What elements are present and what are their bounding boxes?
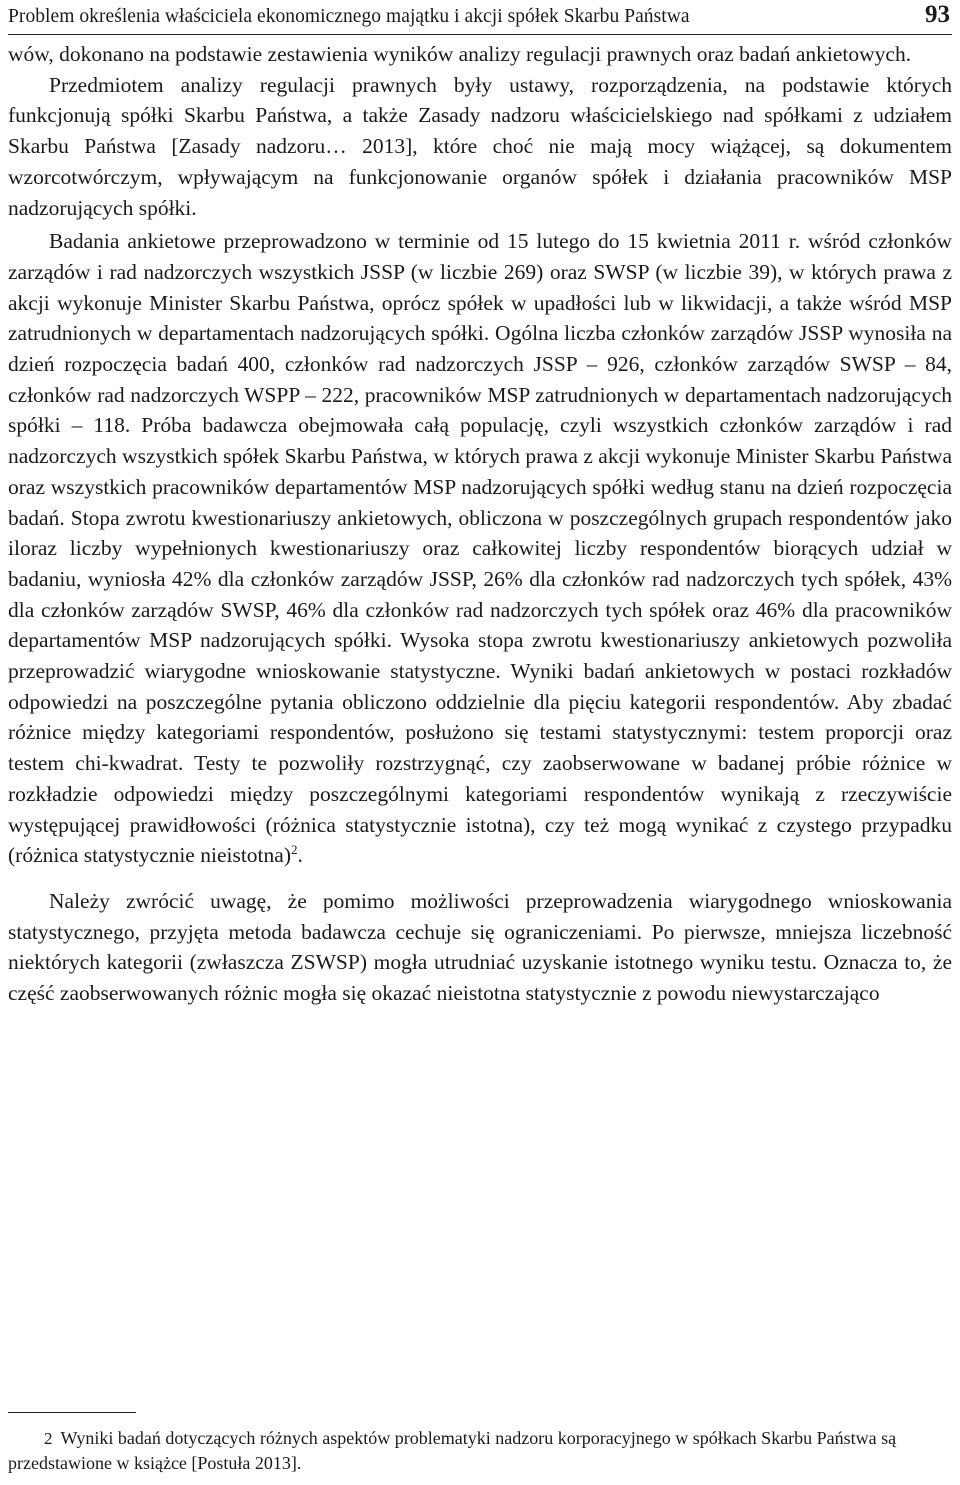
- paragraph-legal-analysis: Przedmiotem analizy regulacji prawnych były ustawy, rozporządzenia, na podstawie których funkcjonują spółki Skarbu Państwa, a także Zasady nadzoru właścicielskiego nad spółkami z udziałem Skarbu Państwa [Zasady nadzoru… 2013], które choć nie mają mocy wiążącej, są dokumentem wzorcotwórczym, wpływającym na funkcjonowanie organów spółek i działania pracowników MSP nadzorujących spółki.: [8, 72, 952, 220]
- footnote-reference: 2: [290, 842, 298, 858]
- footnote-text: Wyniki badań dotyczących różnych aspektów problematyki nadzoru korporacyjnego w spółkach Skarbu Państwa są przedstawione w książce [Postuła 2013].: [8, 1428, 897, 1473]
- running-header: [8, 0, 952, 35]
- body-text: [8, 39, 952, 1009]
- footnote-divider: [8, 1412, 136, 1413]
- running-title: Problem określenia właściciela ekonomicznego majątku i akcji spółek Skarbu Państwa: [8, 6, 690, 27]
- survey-research-end: .: [297, 843, 303, 868]
- footnote-number: 2: [44, 1429, 53, 1448]
- footnote: [8, 1426, 952, 1476]
- page-number: 93: [925, 1, 950, 28]
- paragraph-continued: wów, dokonano na podstawie zestawienia wyników analizy regulacji prawnych oraz badań ankietowych.: [8, 42, 912, 66]
- survey-research-text: Badania ankietowe przeprowadzono w terminie od 15 lutego do 15 kwietnia 2011 r. wśród członków zarządów i rad nadzorczych wszystkich JSSP (w liczbie 269) oraz SWSP (w liczbie 39), w których prawa z akcji wykonuje Minister Skarbu Państwa, oprócz spółek w upadłości lub w likwidacji, a także wśród MSP zatrudnionych w departamentach nadzorujących spółki. Ogólna liczba członków zarządów JSSP wynosiła na dzień rozpoczęcia badań 400, członków rad nadzorczych JSSP – 926, członków zarządów SWSP – 84, członków rad nadzorczych WSPP – 222, pracowników MSP zatrudnionych w departamentach nadzorujących spółki – 118. Próba badawcza obejmowała całą populację, czyli wszystkich członków zarządów i rad nadzorczych wszystkich spółek Skarbu Państwa, w których prawa z akcji wykonuje Minister Skarbu Państwa oraz wszystkich pracowników departamentów MSP nadzorujących spółki według stanu na dzień rozpoczęcia badań. Stopa zwrotu kwestionariuszy ankietowych, obliczona w poszczególnych grupach respondentów jako iloraz liczby wypełnionych kwestionariuszy oraz całkowitej liczby respondentów biorących udział w badaniu, wyniosła 42% dla członków zarządów JSSP, 26% dla członków rad nadzorczych tych spółek, 43% dla członków zarządów SWSP, 46% dla członków rad nadzorczych tych spółek oraz 46% dla pracowników departamentów MSP nadzorujących spółki. Wysoka stopa zwrotu kwestionariuszy ankietowych pozwoliła przeprowadzić wiarygodne wnioskowanie statystyczne. Wyniki badań ankietowych w postaci rozkładów odpowiedzi na poszczególne pytania obliczono oddzielnie dla pięciu kategorii respondentów. Aby zbadać różnice między kategoriami respondentów, posłużono się testami statystycznymi: testem proporcji oraz testem chi-kwadrat. Testy te pozwoliły rozstrzygnąć, czy zaobserwowane w badanej próbie różnice w rozkładzie odpowiedzi między poszczególnymi kategoriami respondentów wynikają z rzeczywiście występującej prawidłowości (różnica statystycznie istotna), czy też mogą wynikać z czystego przypadku (różnica statystycznie nieistotna): [8, 229, 952, 868]
- paragraph-method-limitations: Należy zwrócić uwagę, że pomimo możliwości przeprowadzenia wiarygodnego wnioskowania statystycznego, przyjęta metoda badawcza cechuje się ograniczeniami. Po pierwsze, mniejsza liczebność niektórych kategorii (zwłaszcza ZSWSP) mogła utrudniać uzyskanie istotnego wyniku testu. Oznacza to, że część zaobserwowanych różnic mogła się okazać nieistotna statystycznie z powodu niewystarczająco: [8, 888, 952, 1006]
- paragraph-survey-research: [8, 226, 952, 871]
